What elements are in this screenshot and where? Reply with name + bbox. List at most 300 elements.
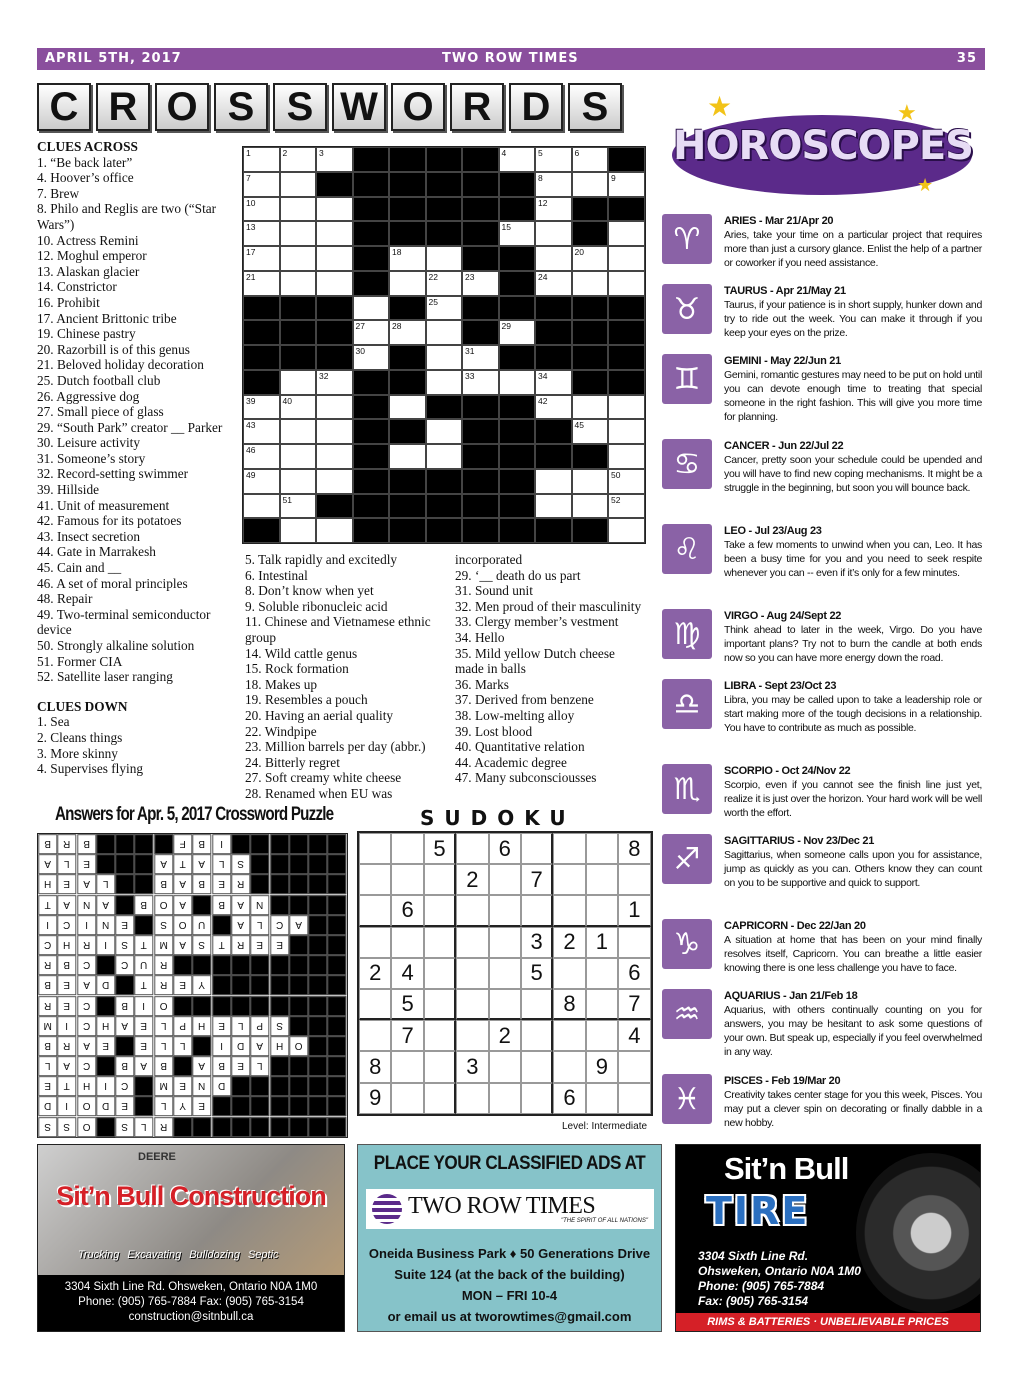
clue-item: 1. “Be back later” <box>37 154 133 170</box>
sudoku-level: Level: Intermediate <box>562 1121 648 1132</box>
answer-cell: Y <box>192 975 211 995</box>
classified-info <box>358 1243 661 1327</box>
sudoku-cell[interactable]: 1 <box>586 927 618 958</box>
sudoku-cell[interactable]: 7 <box>391 1020 423 1051</box>
black-square <box>462 419 499 444</box>
crossword-cell[interactable] <box>535 271 572 296</box>
answer-black-square <box>250 996 269 1016</box>
clue-number: 27 <box>355 321 365 332</box>
sudoku-cell[interactable] <box>618 1083 650 1114</box>
crossword-cell[interactable] <box>316 147 353 172</box>
sudoku-cell[interactable] <box>553 1051 585 1082</box>
answer-black-square <box>270 854 289 874</box>
title-letter-box: O <box>155 83 209 131</box>
sudoku-cell[interactable] <box>586 864 618 895</box>
crossword-cell[interactable] <box>608 494 645 519</box>
sudoku-cell[interactable] <box>586 1083 618 1114</box>
answer-black-square <box>327 854 346 874</box>
sign-description: Creativity takes center stage for you this week, Pisces. You may put a clever spin on decorating or finally dabble in a new hobby. <box>724 1089 982 1129</box>
answer-cell: E <box>192 1096 211 1116</box>
sudoku-cell[interactable] <box>391 927 423 958</box>
crossword-cell[interactable] <box>572 395 609 420</box>
clue-number: 31 <box>465 346 475 356</box>
sudoku-cell[interactable]: 2 <box>553 927 585 958</box>
crossword-cell[interactable] <box>462 345 499 370</box>
sudoku-cell[interactable]: 6 <box>618 958 650 989</box>
crossword-cell[interactable] <box>462 271 499 296</box>
crossword-cell[interactable] <box>280 246 317 271</box>
sudoku-cell[interactable] <box>391 1051 423 1082</box>
crossword-cell[interactable] <box>608 246 645 271</box>
sudoku-cell[interactable] <box>586 989 618 1020</box>
sudoku-cell[interactable] <box>553 895 585 926</box>
crossword-cell[interactable] <box>243 444 280 469</box>
sudoku-cell[interactable] <box>359 864 391 895</box>
tworowtimes-logo <box>366 1189 654 1229</box>
star-icon: ★ <box>897 100 917 125</box>
clue-item: 27. Small piece of glass <box>37 404 164 420</box>
crossword-grid[interactable] <box>242 146 646 544</box>
clue-item: 9. Soluble ribonucleic acid <box>245 598 388 614</box>
clue-number: 4 <box>501 148 507 158</box>
crossword-cell[interactable] <box>572 172 609 197</box>
answer-cell: P <box>250 1016 269 1036</box>
sudoku-cell[interactable]: 8 <box>553 989 585 1020</box>
crossword-cell[interactable] <box>462 370 499 395</box>
black-square <box>243 320 280 345</box>
answer-black-square <box>250 1117 269 1137</box>
crossword-cell[interactable] <box>243 147 280 172</box>
black-square <box>353 370 390 395</box>
crossword-cell[interactable] <box>243 197 280 222</box>
sudoku-cell[interactable]: 4 <box>391 958 423 989</box>
classified-ad[interactable] <box>357 1144 662 1332</box>
answer-black-square <box>192 1117 211 1137</box>
clue-item: 1. Sea <box>37 714 70 730</box>
crossword-cell[interactable] <box>389 320 426 345</box>
crossword-cell[interactable] <box>426 419 463 444</box>
sudoku-cell[interactable] <box>456 1020 488 1051</box>
answer-black-square <box>115 874 134 894</box>
clue-item: 8. Don’t know when yet <box>245 583 374 599</box>
answer-cell: E <box>115 1096 134 1116</box>
clue-number: 18 <box>392 247 402 257</box>
star-icon: ★ <box>707 92 733 123</box>
crossword-cell[interactable] <box>426 444 463 469</box>
sudoku-cell[interactable]: 7 <box>618 989 650 1020</box>
crossword-cell[interactable] <box>280 147 317 172</box>
clue-number: 23 <box>465 271 475 282</box>
answer-cell: C <box>77 1016 96 1036</box>
answer-black-square <box>308 874 327 894</box>
sudoku-cell[interactable] <box>424 1083 456 1114</box>
sudoku-cell[interactable] <box>521 1083 553 1114</box>
crossword-cell[interactable] <box>316 395 353 420</box>
clue-item: 40. Quantitative relation <box>455 739 585 755</box>
answer-cell: I <box>134 996 153 1016</box>
black-square <box>608 197 645 222</box>
sudoku-cell[interactable] <box>359 895 391 926</box>
crossword-cell[interactable] <box>243 469 280 494</box>
answer-cell: R <box>57 834 76 854</box>
answer-cell: I <box>57 1016 76 1036</box>
crossword-cell[interactable] <box>535 246 572 271</box>
answer-black-square <box>134 854 153 874</box>
black-square <box>389 518 426 543</box>
sudoku-cell[interactable] <box>424 989 456 1020</box>
sudoku-cell[interactable] <box>424 864 456 895</box>
construction-email[interactable]: construction@sitnbull.ca <box>128 1311 254 1323</box>
sign-description: Take a few moments to unwind when you can, Leo. It has been a busy time for you and you need to seek respite whenever you can -- even if it’s only for a few minutes. <box>724 539 982 579</box>
crossword-cell[interactable] <box>353 345 390 370</box>
answer-black-square <box>250 834 269 854</box>
sudoku-cell[interactable] <box>424 1051 456 1082</box>
sudoku-cell[interactable] <box>359 1020 391 1051</box>
crossword-cell[interactable] <box>316 221 353 246</box>
crossword-cell[interactable] <box>499 147 536 172</box>
crossword-cell[interactable] <box>316 271 353 296</box>
sudoku-cell[interactable]: 5 <box>424 833 456 864</box>
answer-black-square <box>327 874 346 894</box>
sudoku-cell[interactable] <box>391 833 423 864</box>
sign-name: GEMINI - May 22/Jun 21 <box>724 355 841 367</box>
crossword-cell[interactable] <box>316 197 353 222</box>
sudoku-cell[interactable] <box>489 1083 521 1114</box>
answer-cell: H <box>96 1016 115 1036</box>
sudoku-cell[interactable] <box>489 864 521 895</box>
construction-ad[interactable] <box>37 1144 345 1332</box>
sudoku-cell[interactable]: 6 <box>553 1083 585 1114</box>
sudoku-grid[interactable] <box>357 831 653 1116</box>
crossword-cell[interactable] <box>608 221 645 246</box>
black-square <box>499 271 536 296</box>
sudoku-cell[interactable]: 4 <box>618 1020 650 1051</box>
crossword-cell[interactable] <box>608 518 645 543</box>
crossword-cell[interactable] <box>389 246 426 271</box>
crossword-cell[interactable] <box>243 419 280 444</box>
sudoku-cell[interactable] <box>553 833 585 864</box>
black-square <box>535 444 572 469</box>
sudoku-cell[interactable] <box>424 927 456 958</box>
crossword-cell[interactable] <box>572 271 609 296</box>
crossword-cell[interactable] <box>572 419 609 444</box>
crossword-cell[interactable] <box>499 370 536 395</box>
black-square <box>389 469 426 494</box>
answer-black-square <box>308 915 327 935</box>
crossword-cell[interactable] <box>535 221 572 246</box>
answer-cell: L <box>231 1016 250 1036</box>
sudoku-cell[interactable]: 5 <box>391 989 423 1020</box>
crossword-cell[interactable] <box>572 246 609 271</box>
crossword-cell[interactable] <box>535 494 572 519</box>
crossword-cell[interactable] <box>243 271 280 296</box>
answer-cell: U <box>134 955 153 975</box>
crossword-cell[interactable] <box>316 469 353 494</box>
sudoku-cell[interactable] <box>586 833 618 864</box>
crossword-cell[interactable] <box>280 172 317 197</box>
sudoku-cell[interactable]: 2 <box>456 864 488 895</box>
sudoku-cell[interactable] <box>391 1083 423 1114</box>
answer-cell: A <box>173 895 192 915</box>
sudoku-cell[interactable]: 6 <box>489 833 521 864</box>
answer-black-square <box>270 975 289 995</box>
black-square <box>389 494 426 519</box>
clue-item: 50. Strongly alkaline solution <box>37 638 195 653</box>
crossword-cell[interactable] <box>243 494 280 519</box>
answer-cell: I <box>77 915 96 935</box>
crossword-cell[interactable] <box>280 444 317 469</box>
sudoku-cell[interactable] <box>489 927 521 958</box>
sign-description: Cancer, pretty soon your schedule could be upended and you will have to find new coping mechanisms. It might be a struggle in the beginning, but soon you will bounce back. <box>724 454 982 494</box>
sudoku-cell[interactable] <box>553 1020 585 1051</box>
answer-black-square <box>115 834 134 854</box>
answer-black-square <box>289 1056 308 1076</box>
sudoku-cell[interactable] <box>521 989 553 1020</box>
sudoku-cell[interactable] <box>586 958 618 989</box>
answer-cell: I <box>38 915 57 935</box>
crossword-cell[interactable] <box>499 221 536 246</box>
sudoku-title: SUDOKU <box>420 806 576 830</box>
title-letter-box: D <box>509 83 563 131</box>
clue-item: 52. Satellite laser ranging <box>37 669 173 685</box>
answer-black-square <box>115 854 134 874</box>
clue-item: 38. Low-melting alloy <box>455 707 575 723</box>
answer-black-square <box>250 1096 269 1116</box>
answer-cell: N <box>77 895 96 915</box>
answer-cell: B <box>57 955 76 975</box>
sudoku-cell[interactable]: 9 <box>359 1083 391 1114</box>
clue-number: 1 <box>246 148 251 158</box>
sudoku-cell[interactable] <box>489 895 521 926</box>
answer-cell: O <box>154 895 173 915</box>
black-square <box>572 370 609 395</box>
sudoku-cell[interactable] <box>618 927 650 958</box>
crossword-cell[interactable] <box>608 469 645 494</box>
sudoku-cell[interactable] <box>553 864 585 895</box>
crossword-cell[interactable] <box>608 444 645 469</box>
crossword-cell[interactable] <box>280 518 317 543</box>
answer-cell: C <box>115 955 134 975</box>
crossword-cell[interactable] <box>535 147 572 172</box>
clue-number: 30 <box>355 346 365 356</box>
crossword-cell[interactable] <box>316 444 353 469</box>
sudoku-cell[interactable]: 5 <box>521 958 553 989</box>
clue-number: 50 <box>611 469 621 480</box>
title-letter-box: W <box>332 83 386 131</box>
sudoku-cell[interactable] <box>391 864 423 895</box>
answer-cell: A <box>115 1016 134 1036</box>
crossword-cell[interactable] <box>280 419 317 444</box>
sudoku-cell[interactable] <box>456 1083 488 1114</box>
sudoku-cell[interactable]: 6 <box>391 895 423 926</box>
answer-black-square <box>231 955 250 975</box>
sudoku-cell[interactable]: 3 <box>456 1051 488 1082</box>
sudoku-cell[interactable] <box>521 1051 553 1082</box>
crossword-cell[interactable] <box>316 419 353 444</box>
crossword-cell[interactable] <box>280 370 317 395</box>
sudoku-cell[interactable] <box>456 927 488 958</box>
sudoku-cell[interactable]: 1 <box>618 895 650 926</box>
answer-cell: S <box>270 1016 289 1036</box>
crossword-cell[interactable] <box>572 469 609 494</box>
sudoku-cell[interactable] <box>456 989 488 1020</box>
logo-icon <box>372 1194 402 1224</box>
crossword-cell[interactable] <box>572 494 609 519</box>
crossword-cell[interactable] <box>243 172 280 197</box>
sudoku-cell[interactable] <box>456 833 488 864</box>
black-square <box>280 345 317 370</box>
sudoku-cell[interactable] <box>553 958 585 989</box>
clue-number: 46 <box>246 445 256 455</box>
sudoku-cell[interactable]: 8 <box>618 833 650 864</box>
crossword-cell[interactable] <box>280 469 317 494</box>
answer-cell: I <box>96 935 115 955</box>
answer-cell: A <box>134 1056 153 1076</box>
sudoku-cell[interactable] <box>456 958 488 989</box>
crossword-cell[interactable] <box>608 419 645 444</box>
clue-item: 22. Windpipe <box>245 723 317 739</box>
sign-description: Aquarius, with others continually counting on you for answers, you may be hesitant to ask some questions of your own. But speak up, especially if you feel overwhelmed in any way. <box>724 1004 982 1058</box>
crossword-cell[interactable] <box>280 395 317 420</box>
sudoku-cell[interactable]: 2 <box>359 958 391 989</box>
sudoku-cell[interactable] <box>521 833 553 864</box>
crossword-cell[interactable] <box>353 296 390 321</box>
classified-line-4[interactable]: or email us at tworowtimes@gmail.com <box>387 1309 632 1324</box>
answer-cell: A <box>57 895 76 915</box>
answer-cell: N <box>96 915 115 935</box>
crossword-cell[interactable] <box>608 395 645 420</box>
sudoku-cell[interactable] <box>586 1020 618 1051</box>
answer-cell: A <box>173 874 192 894</box>
crossword-cell[interactable] <box>426 246 463 271</box>
answer-cell: R <box>38 996 57 1016</box>
crossword-cell[interactable] <box>280 271 317 296</box>
sudoku-cell[interactable] <box>489 989 521 1020</box>
clue-number: 21 <box>246 271 256 282</box>
sudoku-cell[interactable]: 8 <box>359 1051 391 1082</box>
crossword-cell[interactable] <box>535 197 572 222</box>
crossword-cell[interactable] <box>572 147 609 172</box>
tire-ad[interactable] <box>675 1144 981 1332</box>
black-square <box>243 296 280 321</box>
sudoku-cell[interactable] <box>586 895 618 926</box>
sudoku-cell[interactable]: 3 <box>521 927 553 958</box>
black-square <box>316 345 353 370</box>
clue-item: 13. Alaskan glacier <box>37 263 140 279</box>
clue-item: 36. Marks <box>455 676 509 692</box>
answer-cell: I <box>212 834 231 854</box>
clue-item: 16. Prohibit <box>37 294 100 310</box>
crossword-cell[interactable] <box>280 494 317 519</box>
clue-item: 34. Hello <box>455 629 505 645</box>
answer-black-square <box>134 1076 153 1096</box>
black-square <box>499 444 536 469</box>
crossword-cell[interactable] <box>243 246 280 271</box>
sudoku-cell[interactable] <box>359 833 391 864</box>
sudoku-cell[interactable] <box>489 1051 521 1082</box>
answer-black-square <box>154 834 173 854</box>
clue-item: 41. Unit of measurement <box>37 497 170 513</box>
crossword-cell[interactable] <box>535 172 572 197</box>
black-square <box>535 296 572 321</box>
sudoku-cell[interactable] <box>424 895 456 926</box>
sudoku-cell[interactable] <box>521 895 553 926</box>
clue-item: 39. Lost blood <box>455 723 533 739</box>
crossword-cell[interactable] <box>316 370 353 395</box>
sign-description: Sagittarius, when someone calls upon you for assistance, jump as quickly as you can. Others know they can count on you to be supportive and quick to support. <box>724 849 982 889</box>
crossword-cell[interactable] <box>353 320 390 345</box>
sudoku-cell[interactable] <box>489 958 521 989</box>
black-square <box>462 246 499 271</box>
tire-address-2: Ohsweken, Ontario N0A 1M0 <box>698 1264 861 1278</box>
crossword-cell[interactable] <box>243 395 280 420</box>
crossword-cell[interactable] <box>280 221 317 246</box>
crab-icon: ♋ <box>662 439 712 489</box>
crossword-cell[interactable] <box>243 221 280 246</box>
crossword-cell[interactable] <box>535 370 572 395</box>
clue-item: 23. Million barrels per day (abbr.) <box>245 739 426 755</box>
answer-cell: A <box>231 915 250 935</box>
sudoku-cell[interactable] <box>359 989 391 1020</box>
crossword-cell[interactable] <box>426 296 463 321</box>
sudoku-cell[interactable]: 2 <box>489 1020 521 1051</box>
sudoku-cell[interactable] <box>424 1020 456 1051</box>
clue-item: 12. Moghul emperor <box>37 248 147 264</box>
crossword-cell[interactable] <box>499 320 536 345</box>
crossword-title <box>37 83 645 131</box>
sudoku-cell[interactable] <box>456 895 488 926</box>
sudoku-cell[interactable]: 7 <box>521 864 553 895</box>
title-letter-box: S <box>214 83 268 131</box>
black-square <box>499 469 536 494</box>
answer-cell: L <box>250 1056 269 1076</box>
black-square <box>499 172 536 197</box>
answer-cell: B <box>38 1036 57 1056</box>
answer-black-square <box>212 975 231 995</box>
crossword-cell[interactable] <box>426 345 463 370</box>
crossword-cell[interactable] <box>389 444 426 469</box>
sudoku-cell[interactable] <box>618 864 650 895</box>
answer-cell: E <box>134 1036 153 1056</box>
crossword-cell[interactable] <box>280 197 317 222</box>
sudoku-cell[interactable] <box>359 927 391 958</box>
clue-item: 11. Chinese and Vietnamese ethnic group <box>245 614 431 645</box>
crossword-cell[interactable] <box>316 518 353 543</box>
sudoku-cell[interactable] <box>618 1051 650 1082</box>
crossword-cell[interactable] <box>608 172 645 197</box>
crossword-cell[interactable] <box>389 395 426 420</box>
sudoku-cell[interactable]: 9 <box>586 1051 618 1082</box>
sudoku-cell[interactable] <box>424 958 456 989</box>
black-square <box>243 518 280 543</box>
answer-cell: N <box>192 1076 211 1096</box>
crossword-cell[interactable] <box>426 271 463 296</box>
answer-cell: F <box>173 834 192 854</box>
crossword-cell[interactable] <box>316 246 353 271</box>
sudoku-cell[interactable] <box>521 1020 553 1051</box>
crossword-cell[interactable] <box>426 320 463 345</box>
crossword-cell[interactable] <box>535 469 572 494</box>
horoscope-text <box>724 764 982 820</box>
answer-cell: A <box>173 935 192 955</box>
crossword-cell[interactable] <box>389 271 426 296</box>
horoscope-text <box>724 609 982 665</box>
crossword-cell[interactable] <box>608 271 645 296</box>
clue-item: 30. Leisure activity <box>37 435 141 451</box>
crossword-cell[interactable] <box>426 370 463 395</box>
crossword-cell[interactable] <box>535 395 572 420</box>
clue-item: 19. Resembles a pouch <box>245 692 368 708</box>
